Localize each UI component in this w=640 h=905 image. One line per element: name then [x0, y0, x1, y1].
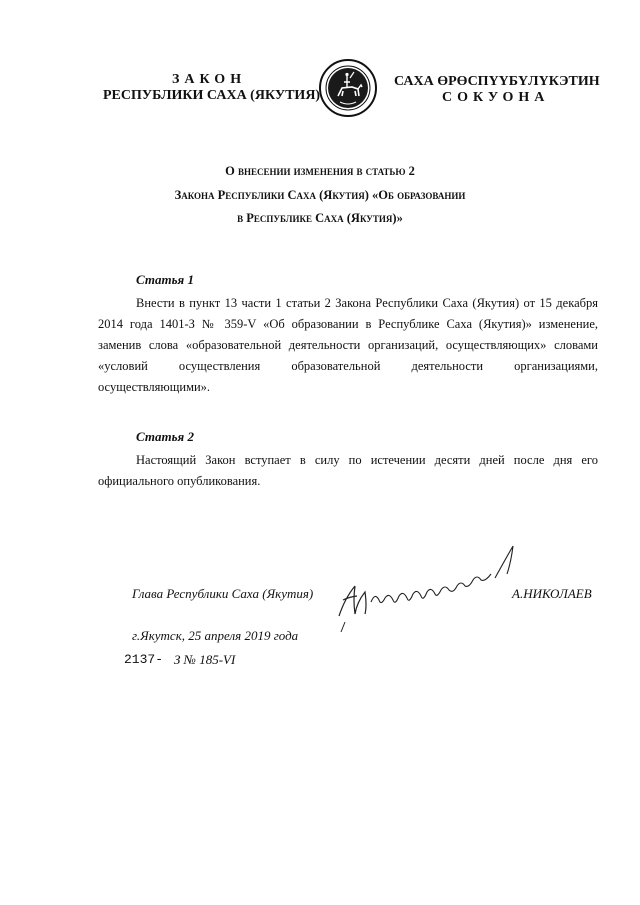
signatory-title: Глава Республики Саха (Якутия) — [132, 586, 314, 601]
article-1-heading: Статья 1 — [136, 272, 194, 287]
coat-of-arms-icon — [318, 58, 378, 118]
document-title-line-3: в Республике Саха (Якутия)» — [237, 211, 403, 225]
registration-number: 2137- — [124, 652, 164, 667]
document-title-line-1: О внесении изменения в статью 2 — [225, 164, 415, 178]
place-and-date: г.Якутск, 25 апреля 2019 года — [132, 628, 299, 643]
article-2-body: Настоящий Закон вступает в силу по истечении десяти дней после дня его официального опубликования. — [98, 453, 598, 488]
header-sakha-name: САХА ӨРӨСПҮҮБҮЛҮКЭТИН — [394, 74, 600, 89]
article-1-text — [98, 293, 598, 398]
header-sakha-law-word: СОКУОНА — [442, 90, 550, 105]
article-2-heading: Статья 2 — [136, 429, 194, 444]
signatory-name: А.НИКОЛАЕВ — [512, 586, 592, 601]
law-number: З № 185-VI — [174, 652, 236, 667]
article-2-text — [98, 450, 598, 492]
article-1-body: Внести в пункт 13 части 1 статьи 2 Закона Республики Саха (Якутия) от 15 декабря 2014 года 1401-З № 359-V «Об образовании в Республике Саха (Якутия)» изменение, заменив слова «образовательной деятельности организаций, осуществляющих» словами «условий осуществления образовательной деятельности организациями, осуществляющими». — [98, 296, 598, 394]
header-law-word: ЗАКОН — [172, 72, 247, 87]
document-title-line-2: Закона Республики Саха (Якутия) «Об образовании — [174, 188, 466, 202]
header-republic-name: РЕСПУБЛИКИ САХА (ЯКУТИЯ) — [103, 88, 321, 103]
handwritten-signature — [335, 540, 525, 635]
